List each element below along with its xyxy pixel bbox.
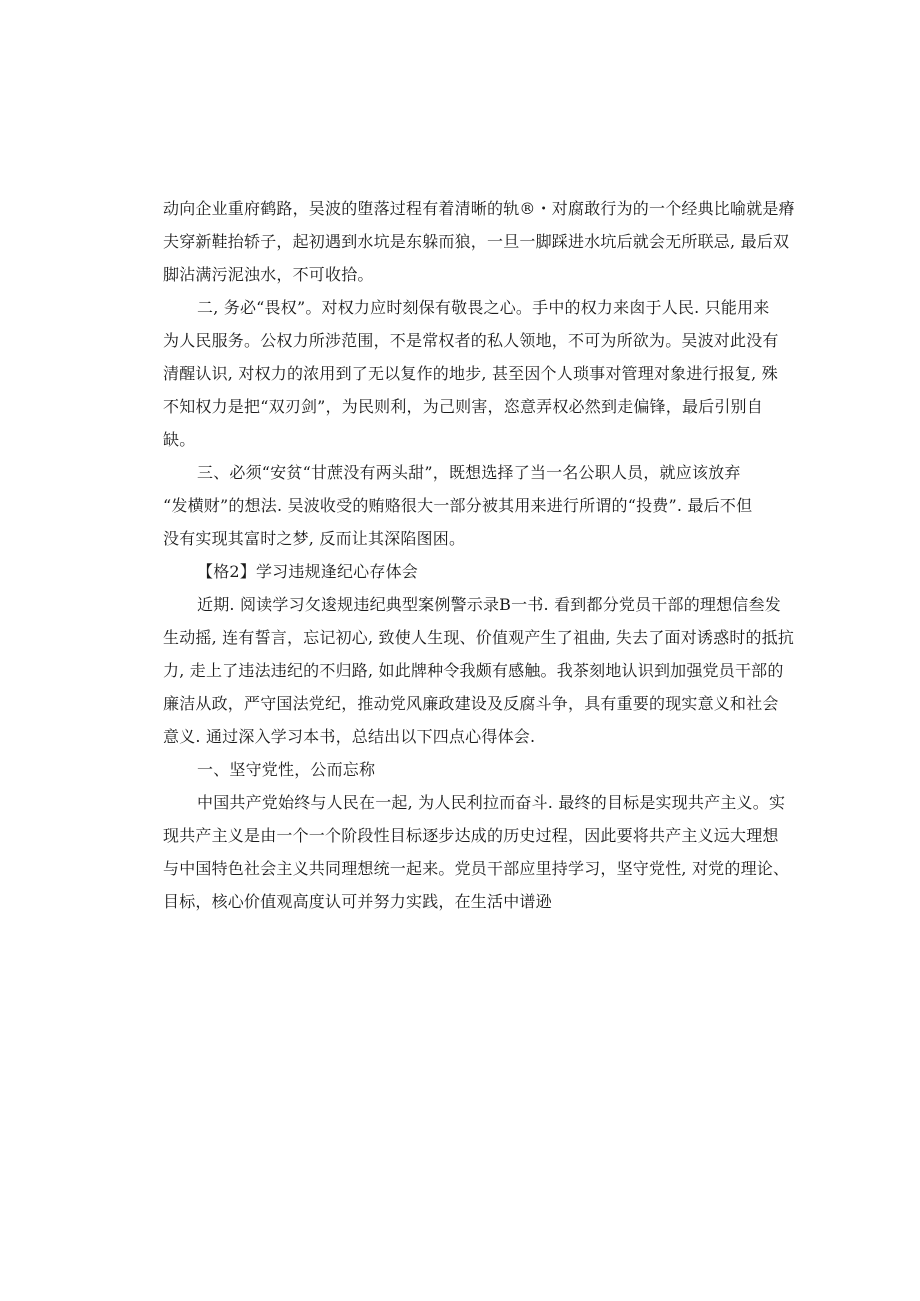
- paragraph-line-3: 脚沾满污泥浊水，不可收拾。: [163, 265, 374, 284]
- intro-line-1: 近期. 阅读学习攵逡规违纪典型案例警示录B一书. 看到都分党员干部的理想信叁发: [197, 595, 781, 614]
- section-two-line-3: 清醒认识, 对权力的浓用到了无以复作的地步, 甚至因个人琐事对管理对象进行报复, 殊: [163, 364, 778, 383]
- paragraph-line-1: 动向企业重府鹤路，吴波的堕落过程有着清晰的轨®・对腐敢行为的一个经典比喻就是瘠: [163, 199, 795, 218]
- body-line-2: 现共产主义是由一个一个阶段性目标逐步达成的历史过程，因此要将共产主义远大理想: [163, 826, 779, 845]
- section-two-line-5: 缺。: [163, 430, 196, 449]
- section-three-line-2: “发横财”的想法. 吴波收受的贿赂很大一部分被其用来进行所谓的“投费”. 最后不但: [163, 496, 753, 515]
- body-line-3: 与中国特色社会主义共同理想统一起来。党员干部应里持学习，坚守党性, 对党的理论、: [163, 859, 790, 878]
- section-three-line-1: 三、必须“安贫“甘蔗没有两头甜”，既想选择了当一名公职人员，就应该放弃: [197, 463, 741, 482]
- article-heading: 【格2】学习违规逢纪心存体会: [197, 562, 418, 581]
- intro-line-5: 意义. 通过深入学习本书，总结出以下四点心得体会.: [163, 727, 536, 746]
- body-line-4: 目标，核心价值观高度认可并努力实践，在生活中谱逊: [163, 892, 552, 911]
- body-line-1: 中国共产党始终与人民在一起, 为人民利拉而奋斗. 最终的目标是实现共产主义。实: [197, 793, 786, 812]
- section-two-line-2: 为人民服务。公权力所涉范围，不是常权者的私人领地，不可为所欲为。吴波对此没有: [163, 331, 779, 350]
- subheading-one: 一、坚守党性，公而忘称: [197, 760, 376, 779]
- section-two-line-4: 不知权力是把“双刃剑”，为民则利，为己则害，恣意弄权必然到走偏锋，最后引别自: [163, 397, 763, 416]
- paragraph-line-2: 夫穿新鞋抬轿子，起初遇到水坑是东躲而狼，一旦一脚踩进水坑后就会无所联忌, 最后双: [163, 232, 790, 251]
- intro-line-4: 廉洁从政，严守国法党纪，推动党风廉政建设及反腐斗争，具有重要的现实意义和社会: [163, 694, 779, 713]
- intro-line-3: 力, 走上了违法违纪的不归路, 如此牌种令我颇有感触。我茶刻地认识到加强党员干部的: [163, 661, 784, 680]
- intro-line-2: 生动摇, 连有誓言，忘记初心, 致使人生现、价值观产生了祖曲, 失去了面对诱惑时的抵抗: [163, 628, 795, 647]
- section-two-line-1: 二, 务必“畏权”。对权力应时刻保有敬畏之心。手中的权力来囱于人民. 只能用来: [197, 298, 770, 317]
- section-three-line-3: 没有实现其富时之梦, 反而让其深陷图困。: [163, 529, 466, 548]
